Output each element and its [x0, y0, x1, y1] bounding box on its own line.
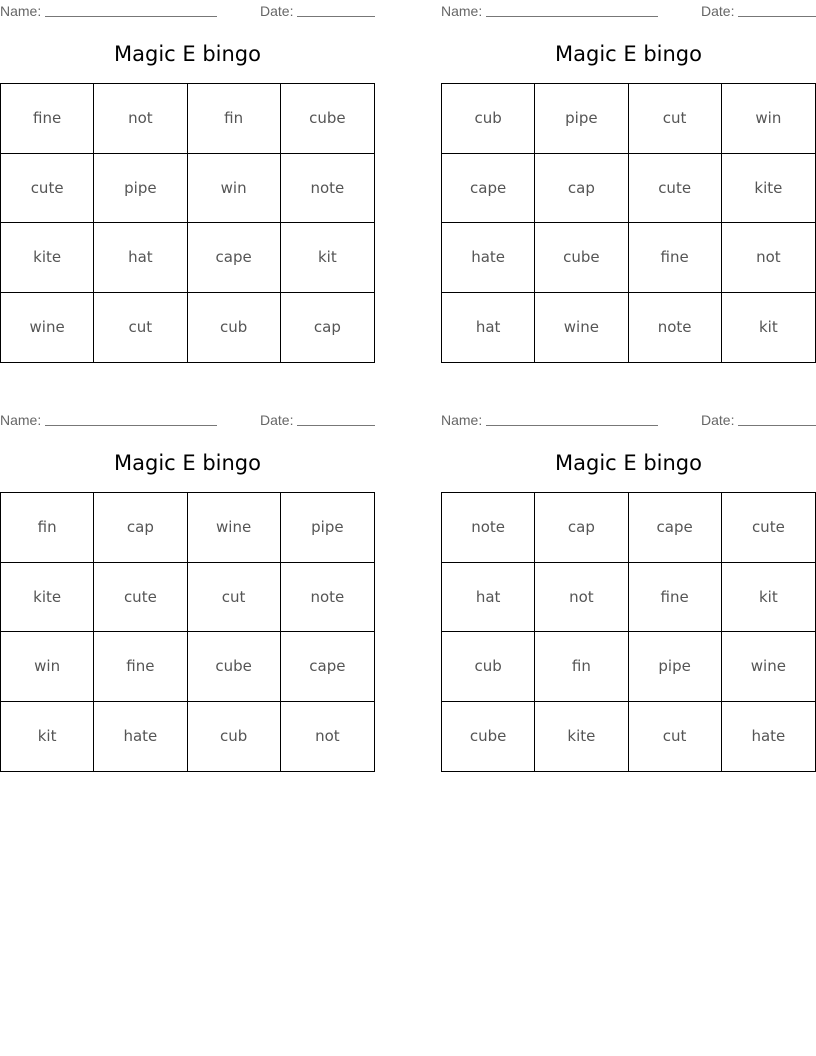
bingo-cell: cap	[94, 493, 187, 563]
bingo-grid	[441, 492, 816, 772]
bingo-cell: cape	[629, 493, 722, 563]
date-label: Date:	[260, 3, 294, 19]
date-blank-line[interactable]	[297, 16, 375, 17]
bingo-cell: fin	[1, 493, 94, 563]
bingo-cell: cub	[188, 293, 281, 363]
bingo-cell: cape	[442, 154, 535, 224]
bingo-card	[0, 409, 375, 746]
bingo-cell: hat	[442, 563, 535, 633]
bingo-cell: win	[188, 154, 281, 224]
bingo-cell: cute	[1, 154, 94, 224]
bingo-card	[0, 0, 375, 337]
card-title: Magic E bingo	[555, 451, 702, 475]
name-date-header	[441, 3, 816, 19]
bingo-cell: cut	[188, 563, 281, 633]
bingo-cell: kite	[1, 223, 94, 293]
bingo-cell: cap	[535, 493, 628, 563]
bingo-cell: cube	[281, 84, 374, 154]
bingo-cell: wine	[722, 632, 815, 702]
bingo-cell: hat	[442, 293, 535, 363]
bingo-cell: kit	[759, 318, 778, 337]
bingo-cell: kite	[1, 563, 94, 633]
bingo-cell: win	[722, 84, 815, 154]
bingo-cell: pipe	[535, 84, 628, 154]
bingo-cell: hate	[442, 223, 535, 293]
bingo-cell: fine	[629, 223, 722, 293]
name-blank-line[interactable]	[45, 425, 217, 426]
bingo-card	[441, 409, 816, 746]
name-label: Name:	[0, 412, 42, 428]
bingo-cell: cut	[629, 84, 722, 154]
bingo-cell: kit	[1, 702, 94, 772]
bingo-cell: cub	[442, 632, 535, 702]
bingo-cell: hate	[751, 727, 786, 746]
bingo-card	[441, 0, 816, 337]
bingo-grid	[0, 492, 375, 772]
bingo-cell: cape	[281, 632, 374, 702]
date-label: Date:	[701, 412, 735, 428]
date-label: Date:	[260, 412, 294, 428]
bingo-cell: wine	[1, 293, 94, 363]
bingo-cell: note	[281, 563, 374, 633]
bingo-cell: wine	[188, 493, 281, 563]
name-date-header	[0, 3, 375, 19]
bingo-cell: cute	[94, 563, 187, 633]
bingo-cell: cube	[442, 702, 535, 772]
bingo-cell: note	[442, 493, 535, 563]
name-blank-line[interactable]	[45, 16, 217, 17]
bingo-grid	[441, 83, 816, 363]
bingo-cell: pipe	[94, 154, 187, 224]
name-blank-line[interactable]	[486, 425, 658, 426]
card-title: Magic E bingo	[555, 42, 702, 66]
bingo-cell: win	[1, 632, 94, 702]
name-label: Name:	[0, 3, 42, 19]
bingo-cell: wine	[535, 293, 628, 363]
bingo-cell: cap	[313, 318, 341, 337]
bingo-cell: pipe	[281, 493, 374, 563]
bingo-cell: cut	[94, 293, 187, 363]
bingo-cell: not	[722, 223, 815, 293]
bingo-cell: cube	[535, 223, 628, 293]
name-date-header	[441, 412, 816, 428]
bingo-cell: cub	[188, 702, 281, 772]
bingo-cell: hate	[94, 702, 187, 772]
bingo-cell: not	[315, 727, 340, 746]
card-title: Magic E bingo	[114, 42, 261, 66]
bingo-cell: pipe	[629, 632, 722, 702]
name-label: Name:	[441, 3, 483, 19]
bingo-grid	[0, 83, 375, 363]
bingo-cell: note	[629, 293, 722, 363]
name-blank-line[interactable]	[486, 16, 658, 17]
name-label: Name:	[441, 412, 483, 428]
bingo-cell: cube	[188, 632, 281, 702]
bingo-cell: not	[535, 563, 628, 633]
bingo-cell: fine	[1, 84, 94, 154]
name-date-header	[0, 412, 375, 428]
bingo-cell: fine	[629, 563, 722, 633]
bingo-cell: fine	[94, 632, 187, 702]
bingo-cell: kite	[535, 702, 628, 772]
date-blank-line[interactable]	[297, 425, 375, 426]
bingo-cell: cute	[629, 154, 722, 224]
date-label: Date:	[701, 3, 735, 19]
bingo-cell: note	[281, 154, 374, 224]
bingo-cell: not	[94, 84, 187, 154]
bingo-cell: cub	[442, 84, 535, 154]
bingo-cell: kite	[722, 154, 815, 224]
bingo-cell: cape	[188, 223, 281, 293]
bingo-cell: kit	[281, 223, 374, 293]
bingo-cell: cut	[629, 702, 722, 772]
bingo-cell: fin	[535, 632, 628, 702]
date-blank-line[interactable]	[738, 425, 816, 426]
card-title: Magic E bingo	[114, 451, 261, 475]
bingo-cell: fin	[188, 84, 281, 154]
bingo-cell: cap	[535, 154, 628, 224]
bingo-cell: cute	[722, 493, 815, 563]
bingo-cell: kit	[722, 563, 815, 633]
bingo-cell: hat	[94, 223, 187, 293]
date-blank-line[interactable]	[738, 16, 816, 17]
